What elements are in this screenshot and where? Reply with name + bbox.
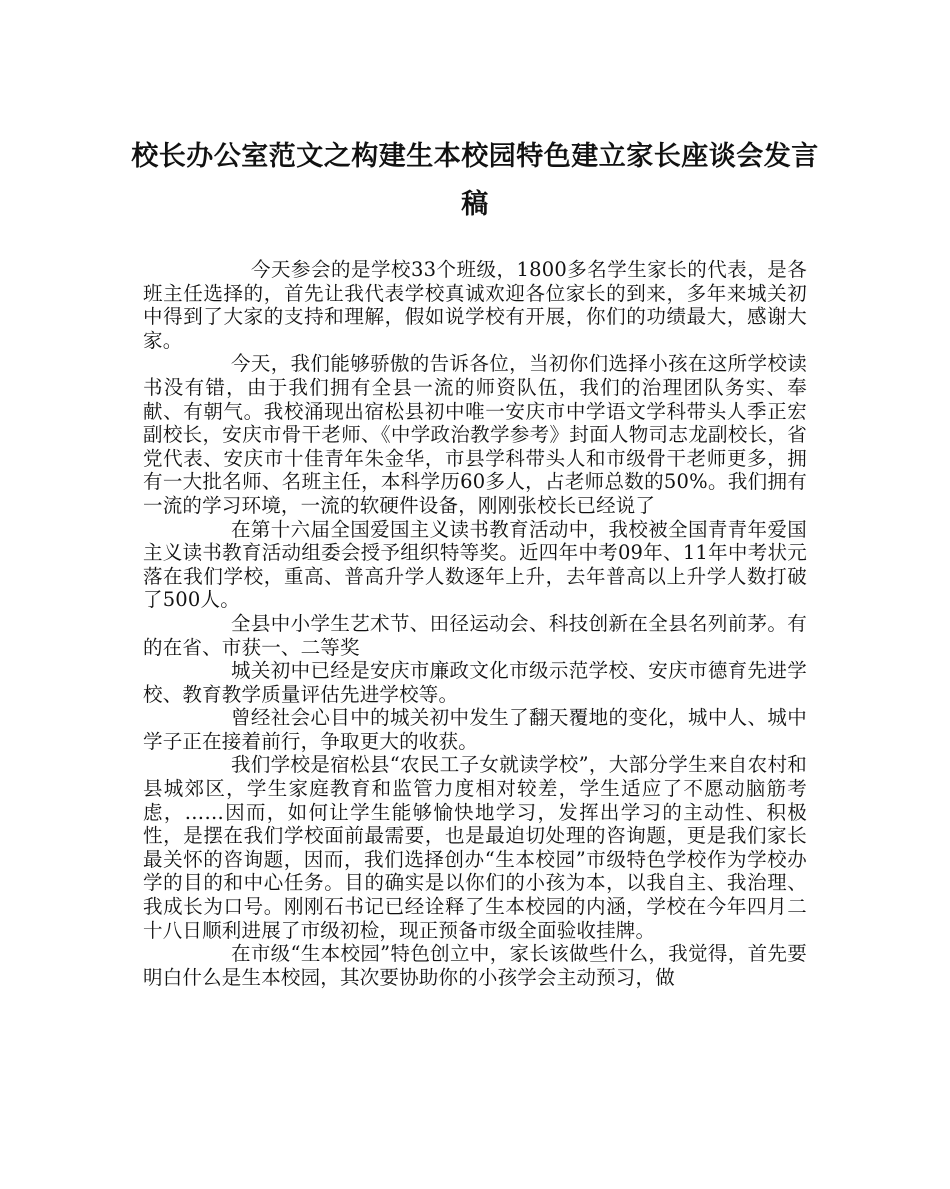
paragraph-7: 我们学校是宿松县“农民工子女就读学校”，大部分学生来自农村和县城郊区，学生家庭教育和监管力度相对较差，学生适应了不愿动脑筋考虑，……因而，如何让学生能够愉快地学习，发挥出学习的主动性、积极性，是摆在我们学校面前最需要，也是最迫切处理的咨询题，更是我们家长最关怀的咨询题，因而，我们选择创办“生本校园”市级特色学校作为学校办学的目的和中心任务。目的确实是以你们的小孩为本，以我自主、我治理、我成长为口号。刚刚石书记已经诠释了生本校园的内涵，学校在今年四月二十八日顺利进展了市级初检，现正预备市级全面验收挂牌。 [143, 753, 807, 942]
paragraph-5: 城关初中已经是安庆市廉政文化市级示范学校、安庆市德育先进学校、教育教学质量评估先进学校等。 [143, 659, 807, 706]
document-title: 校长办公室范文之构建生本校园特色建立家长座谈会发言稿 [131, 141, 819, 220]
paragraph-8: 在市级“生本校园”特色创立中，家长该做些什么，我觉得，首先要明白什么是生本校园，其次要协助你的小孩学会主动预习，做 [143, 942, 807, 989]
document-body [143, 258, 807, 989]
paragraph-1: 今天参会的是学校33个班级，1800多名学生家长的代表，是各班主任选择的，首先让我代表学校真诚欢迎各位家长的到来，多年来城关初中得到了大家的支持和理解，假如说学校有开展，你们的功绩最大，感谢大家。 [143, 258, 807, 352]
paragraph-4: 全县中小学生艺术节、田径运动会、科技创新在全县名列前茅。有的在省、市获一、二等奖 [143, 611, 807, 659]
paragraph-2: 今天，我们能够骄傲的告诉各位，当初你们选择小孩在这所学校读书没有错，由于我们拥有全县一流的师资队伍，我们的治理团队务实、奉献、有朝气。我校涌现出宿松县初中唯一安庆市中学语文学科带头人季正宏副校长，安庆市骨干老师、《中学政治教学参考》封面人物司志龙副校长，省党代表、安庆市十佳青年朱金华，市县学科带头人和市级骨干老师更多，拥有一大批名师、名班主任，本科学历60多人，占老师总数的50%。我们拥有一流的学习环境，一流的软硬件设备，刚刚张校长已经说了 [143, 352, 807, 517]
paragraph-3: 在第十六届全国爱国主义读书教育活动中，我校被全国青青年爱国主义读书教育活动组委会授予组织特等奖。近四年中考09年、11年中考状元落在我们学校，重高、普高升学人数逐年上升，去年普高以上升学人数打破了500人。 [143, 517, 807, 612]
paragraph-6: 曾经社会心目中的城关初中发生了翻天覆地的变化，城中人、城中学子正在接着前行，争取更大的收获。 [143, 706, 807, 753]
